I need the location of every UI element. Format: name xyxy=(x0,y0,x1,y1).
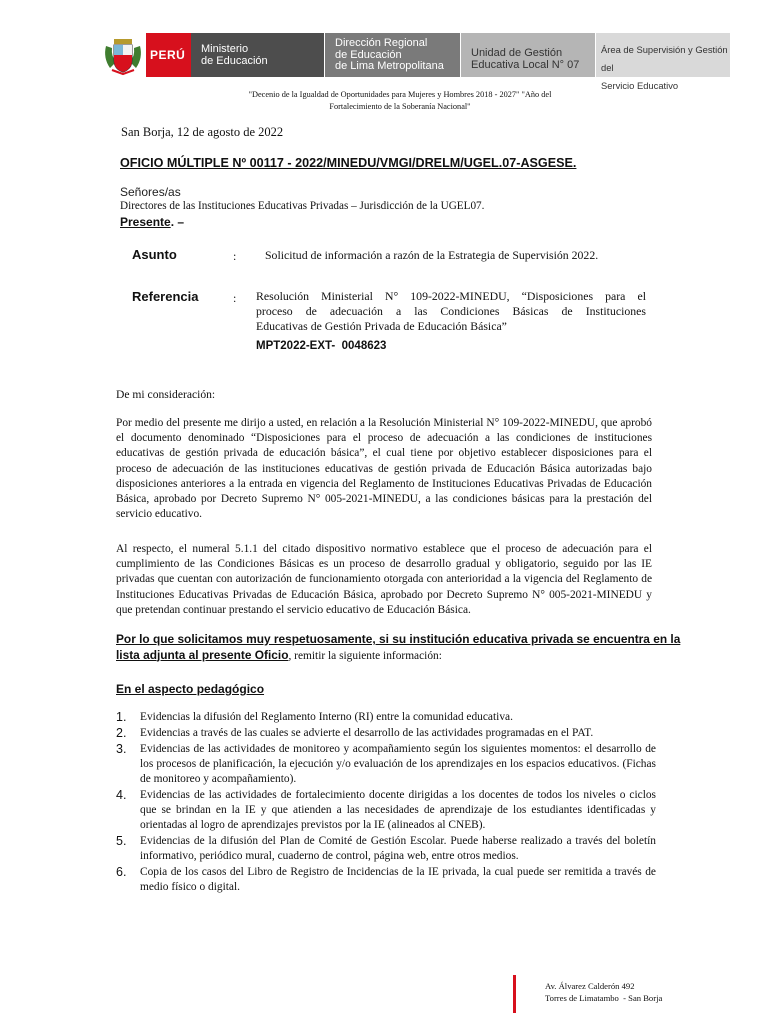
presente-label: Presente xyxy=(120,215,171,229)
list-item xyxy=(116,726,656,741)
drelm-block xyxy=(325,33,460,77)
area-block xyxy=(596,33,730,91)
request-bold-line-1: Por lo que solicitamos muy respetuosamente, si su institución educativa privada se encuentra en la xyxy=(116,632,681,646)
motto-line-2: Fortalecimiento de la Soberanía Nacional" xyxy=(329,102,471,111)
section-heading: En el aspecto pedagógico xyxy=(116,682,265,696)
list-text: Copia de los casos del Libro de Registro de Incidencias de la IE privada, la cual puede ser remitida a través de medio físico o digital. xyxy=(140,866,656,894)
list-text: Evidencias la difusión del Reglamento Interno (RI) entre la comunidad educativa. xyxy=(140,711,513,723)
motto-line-1: "Decenio de la Igualdad de Oportunidades para Mujeres y Hombres 2018 - 2027" "Año del xyxy=(248,90,552,99)
request-paragraph xyxy=(116,632,681,664)
list-item xyxy=(116,788,656,834)
oficio-title: OFICIO MÚLTIPLE Nº 00117 - 2022/MINEDU/VMGI/DRELM/UGEL.07-ASGESE. xyxy=(120,156,577,170)
ugel-line-1: Unidad de Gestión xyxy=(471,47,563,59)
drelm-line-2: de Educación xyxy=(335,48,402,61)
list-item xyxy=(116,865,656,895)
list-item xyxy=(116,710,656,725)
presente-suffix: . – xyxy=(170,215,185,229)
ministry-line-1: Ministerio xyxy=(201,43,249,55)
list-number: 5. xyxy=(116,834,127,848)
list-number: 4. xyxy=(116,788,127,802)
referencia-text xyxy=(256,289,646,334)
list-number: 3. xyxy=(116,742,127,756)
asunto-text: Solicitud de información a razón de la Estrategia de Supervisión 2022. xyxy=(265,248,599,262)
list-text: Evidencias de las actividades de monitoreo y acompañamiento según los siguientes momentos: el desarrollo de los procesos de planificación, la ejecución y/o evaluación de los aprendizajes en los espacios educativos. (Fichas de monitoreo y acompañamiento). xyxy=(140,743,656,786)
footer-divider xyxy=(513,975,516,1013)
presente-line xyxy=(120,215,184,229)
peru-badge xyxy=(146,33,191,77)
referencia-colon: : xyxy=(233,291,237,305)
ugel-block xyxy=(461,33,595,77)
request-bold-line-2: lista adjunta al presente Oficio xyxy=(116,647,289,662)
footer-address-line-2: Torres de Limatambo - San Borja xyxy=(545,993,663,1003)
drelm-line-3: de Lima Metropolitana xyxy=(335,60,444,72)
peru-label: PERÚ xyxy=(150,48,186,62)
list-number: 6. xyxy=(116,865,127,879)
request-rest: , remitir la siguiente información: xyxy=(288,649,442,662)
drelm-line-1: Dirección Regional xyxy=(335,37,428,49)
list-text: Evidencias de las actividades de fortalecimiento docente dirigidas a los docentes de todos los niveles o ciclos que se brindan en la IE y que atienden a las necesidades de aprendizaje de los estudiantes identificadas y orientadas al logro de aprendizajes previstos por la IE (alineados al CNEB). xyxy=(140,789,656,832)
area-line-2: Servicio Educativo xyxy=(601,80,679,91)
list-item xyxy=(116,742,656,788)
area-line-1: Área de Supervisión y Gestión del xyxy=(601,44,728,73)
referencia-line-2: proceso de adecuación a las Condiciones Básicas de Instituciones xyxy=(256,304,646,318)
year-motto xyxy=(190,89,610,113)
paragraph-1: Por medio del presente me dirijo a usted, en relación a la Resolución Ministerial N° 109-2022-MINEDU, que aprobó el documento denominado “Disposiciones para el proceso de adecuación a las condiciones de instituciones educativas de gestión privada de educación básica”, el cual tiene por objetivo establecer disposiciones para el proceso de adecuación de las instituciones educativas de gestión privada de Educación Básica autorizadas bajo disposiciones anteriores a la entrada en vigencia del Reglamento de Instituciones Educativas Privadas de Educación Básica, aprobado por Decreto Supremo N° 005-2021-MINEDU, a las condiciones básicas para la prestación del servicio educativo. xyxy=(116,417,652,521)
greeting: De mi consideración: xyxy=(116,388,216,401)
list-item xyxy=(116,834,656,864)
ugel-line-2: Educativa Local N° 07 xyxy=(471,59,580,71)
peru-coat-of-arms-icon xyxy=(102,36,144,76)
ministry-block xyxy=(191,33,324,77)
referencia-label: Referencia xyxy=(132,289,199,304)
paragraph-2: Al respecto, el numeral 5.1.1 del citado dispositivo normativo establece que el proceso de adecuación para el cumplimiento de las Condiciones Básicas es un proceso de desarrollo gradual y obligatorio, seguido por las IE privadas que cuentan con autorización de funcionamiento otorgada con anterioridad a la vigencia del Reglamento de Instituciones Educativas Privadas de Educación Básica, aprobado por Decreto Supremo N° 005-2021-MINEDU y que pretendan continuar prestando el servicio educativo de Educación Básica. xyxy=(116,543,652,616)
footer-address-line-1: Av. Álvarez Calderón 492 xyxy=(545,981,635,991)
list-text: Evidencias a través de las cuales se advierte el desarrollo de las actividades programadas en el PAT. xyxy=(140,727,594,739)
referencia-line-3: Educativas de Gestión Privada de Educación Básica” xyxy=(256,319,507,333)
list-text: Evidencias de la difusión del Plan de Comité de Gestión Escolar. Puede haberse realizado a través del boletín informativo, periódico mural, cuaderno de control, página web, entre otros medios. xyxy=(140,835,656,863)
footer-address xyxy=(545,980,662,1004)
document-date: San Borja, 12 de agosto de 2022 xyxy=(121,125,284,139)
ministry-line-2: de Educación xyxy=(201,55,268,67)
recipients-line: Directores de las Instituciones Educativas Privadas – Jurisdicción de la UGEL07. xyxy=(120,200,485,212)
referencia-line-1: Resolución Ministerial N° 109-2022-MINEDU, “Disposiciones para el xyxy=(256,289,646,303)
list-number: 1. xyxy=(116,710,127,724)
asunto-colon: : xyxy=(233,249,237,263)
salutation: Señores/as xyxy=(120,185,181,199)
asunto-label: Asunto xyxy=(132,247,177,262)
list-number: 2. xyxy=(116,726,127,740)
referencia-code: MPT2022-EXT- 0048623 xyxy=(256,340,387,352)
